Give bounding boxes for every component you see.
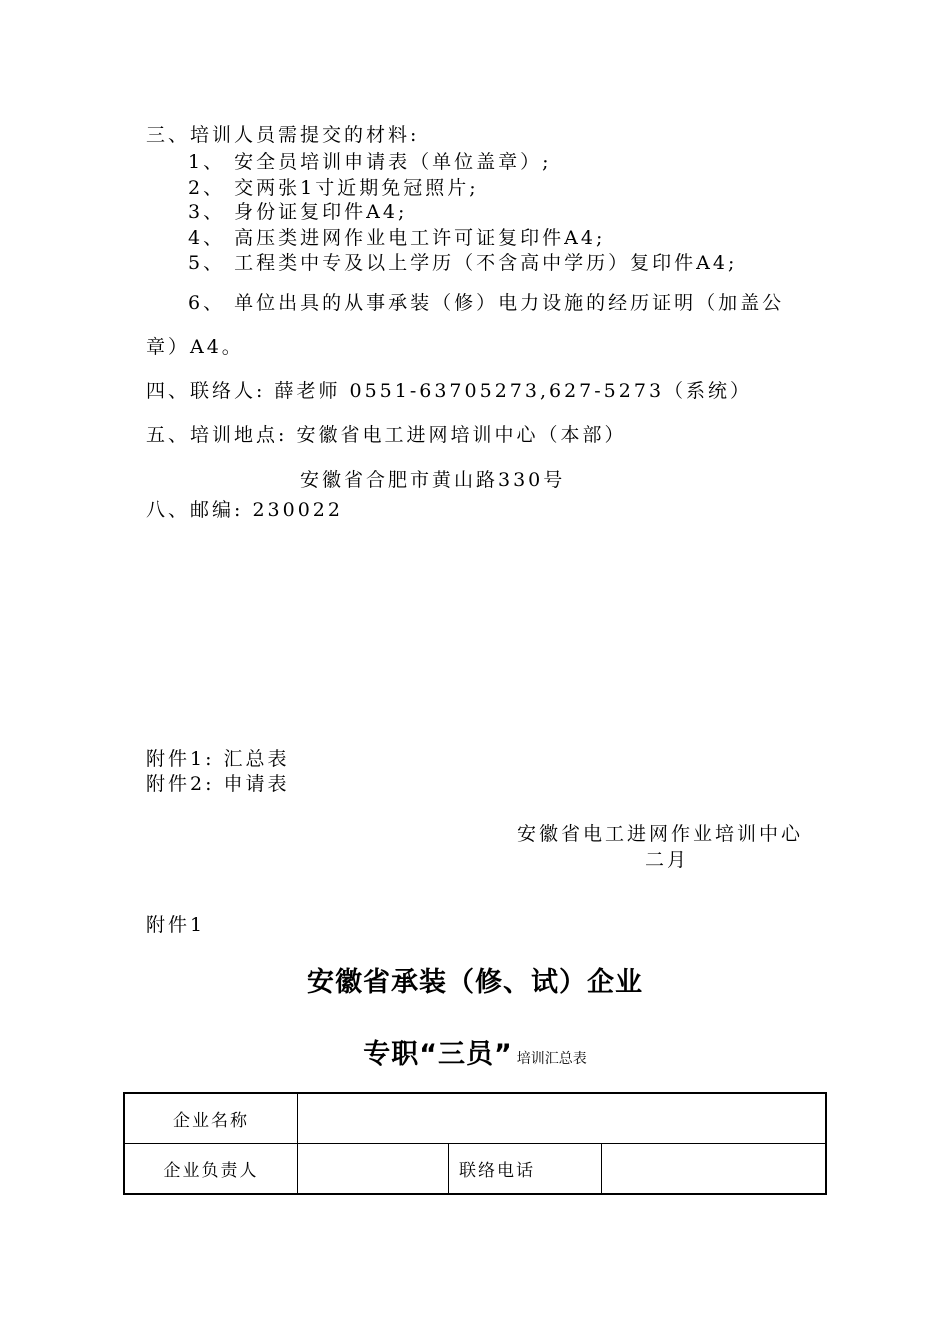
- company-name-field[interactable]: [298, 1093, 827, 1144]
- section3-heading: 三、培训人员需提交的材料:: [146, 124, 420, 146]
- material-item-6-continued: 章）A4。: [146, 336, 244, 358]
- manager-field[interactable]: [298, 1144, 449, 1195]
- material-item-4: 4、 高压类进网作业电工许可证复印件A4;: [188, 227, 606, 249]
- material-item-5: 5、 工程类中专及以上学历（不含高中学历）复印件A4;: [188, 252, 738, 274]
- summary-table: [123, 1092, 827, 1195]
- annex-label: 附件1: [146, 914, 206, 936]
- signature-date: 二月: [645, 849, 690, 871]
- material-item-6: 6、 单位出具的从事承装（修）电力设施的经历证明（加盖公: [188, 292, 785, 314]
- attachment-1: 附件1: 汇总表: [146, 748, 290, 770]
- phone-label: 联络电话: [449, 1144, 602, 1195]
- location-line: 五、培训地点: 安徽省电工进网培训中心（本部）: [146, 424, 627, 446]
- company-name-label: 企业名称: [124, 1093, 298, 1144]
- form-subtitle: [0, 1032, 950, 1071]
- postcode-line: 八、邮编: 230022: [146, 499, 343, 521]
- attachment-2: 附件2: 申请表: [146, 773, 290, 795]
- phone-field[interactable]: [602, 1144, 827, 1195]
- table-row: [124, 1144, 826, 1195]
- form-subtitle-small: 培训汇总表: [516, 1051, 587, 1067]
- address-line: 安徽省合肥市黄山路330号: [300, 469, 566, 491]
- material-item-1: 1、 安全员培训申请表（单位盖章）;: [188, 151, 552, 173]
- material-item-3: 3、 身份证复印件A4;: [188, 201, 408, 223]
- contact-line: 四、联络人: 薛老师 0551-63705273,627-5273（系统）: [146, 380, 753, 402]
- table-row: [124, 1093, 826, 1144]
- manager-label: 企业负责人: [124, 1144, 298, 1195]
- form-subtitle-main: 专职“三员”: [363, 1039, 513, 1070]
- form-title: 安徽省承装（修、试）企业: [307, 967, 643, 998]
- material-item-2: 2、 交两张1寸近期免冠照片;: [188, 177, 479, 199]
- signature-org: 安徽省电工进网作业培训中心: [517, 823, 804, 845]
